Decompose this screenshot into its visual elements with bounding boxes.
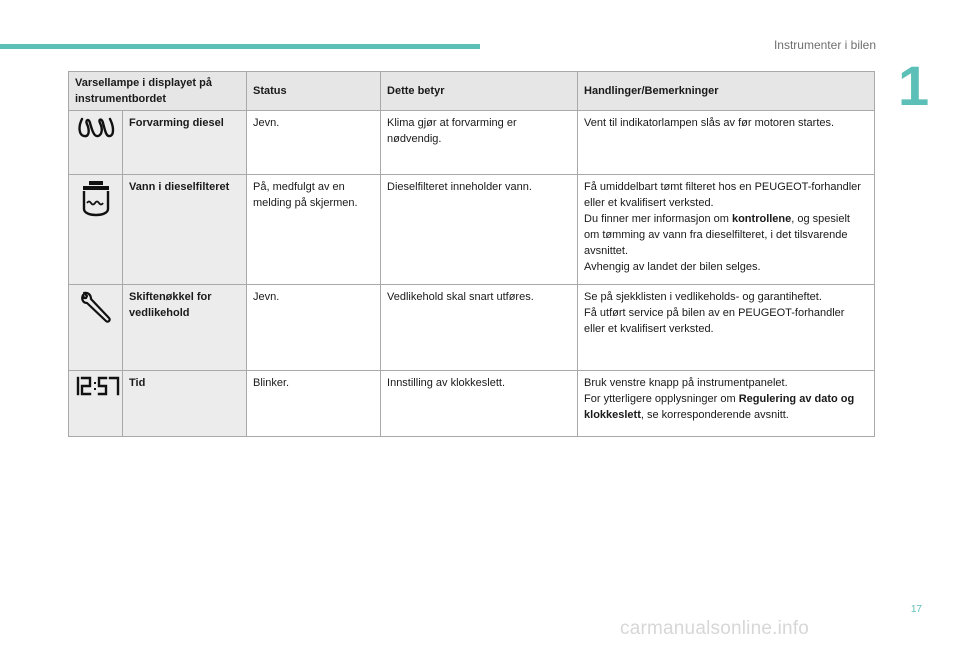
action-text: Du finner mer informasjon om xyxy=(584,213,732,225)
table-row xyxy=(69,285,875,371)
action-text: Se på sjekklisten i vedlikeholds- og garantiheftet. xyxy=(584,291,822,303)
chapter-number: 1 xyxy=(898,54,930,117)
table-row xyxy=(69,175,875,285)
action-text: Vent til indikatorlampen slås av før motoren startes. xyxy=(584,117,835,129)
lamp-meaning: Dieselfilteret inneholder vann. xyxy=(381,175,578,285)
lamp-action xyxy=(578,285,875,371)
lamp-meaning: Vedlikehold skal snart utføres. xyxy=(381,285,578,371)
lamp-meaning: Klima gjør at forvarming er nødvendig. xyxy=(381,111,578,175)
table-row xyxy=(69,371,875,437)
column-header-lamp: Varsellampe i displayet på instrumentbordet xyxy=(69,72,247,111)
action-text: , og spesielt om tømming av vann fra dieselfilteret, i det tilsvarende avsnittet. xyxy=(584,213,850,257)
lamp-action xyxy=(578,111,875,175)
page-number: 17 xyxy=(910,604,922,615)
lamp-action xyxy=(578,371,875,437)
lamp-name: Tid xyxy=(123,371,247,437)
table-row xyxy=(69,111,875,175)
lamp-meaning: Innstilling av klokkeslett. xyxy=(381,371,578,437)
lamp-name: Forvarming diesel xyxy=(123,111,247,175)
glow-plug-icon xyxy=(76,115,116,141)
action-text: Få umiddelbart tømt filteret hos en PEUGEOT-forhandler eller et kvalifisert verksted. xyxy=(584,181,861,209)
lamp-icon-cell xyxy=(69,111,123,175)
lamp-name: Skiftenøkkel for vedlikehold xyxy=(123,285,247,371)
table-header-row xyxy=(69,72,875,111)
section-title: Instrumenter i bilen xyxy=(773,38,876,52)
action-emphasis-text: Regulering av dato og klokkeslett xyxy=(584,393,855,421)
column-header-status: Status xyxy=(247,72,381,111)
water-in-diesel-filter-icon xyxy=(78,179,114,219)
action-text: Få utført service på bilen av en PEUGEOT-forhandler eller et kvalifisert verksted. xyxy=(584,307,845,335)
lamp-action xyxy=(578,175,875,285)
watermark: carmanualsonline.info xyxy=(620,618,810,639)
lamp-status: Jevn. xyxy=(247,285,381,371)
lamp-status: Jevn. xyxy=(247,111,381,175)
lamp-icon-cell xyxy=(69,285,123,371)
header-accent-bar xyxy=(0,44,480,49)
lamp-name: Vann i dieselfilteret xyxy=(123,175,247,285)
action-text: Avhengig av landet der bilen selges. xyxy=(584,261,761,273)
lamp-status: Blinker. xyxy=(247,371,381,437)
lamp-status: På, medfulgt av en melding på skjermen. xyxy=(247,175,381,285)
warning-lamp-table xyxy=(68,71,875,437)
wrench-icon xyxy=(78,289,114,325)
action-text: , se korresponderende avsnitt. xyxy=(640,409,789,421)
action-emphasis-text: kontrollene xyxy=(731,213,792,225)
clock-display-icon xyxy=(75,375,121,397)
lamp-icon-cell xyxy=(69,175,123,285)
action-text: For ytterligere opplysninger om xyxy=(584,393,739,405)
column-header-actions: Handlinger/Bemerkninger xyxy=(578,72,875,111)
action-text: Bruk venstre knapp på instrumentpanelet. xyxy=(584,377,788,389)
lamp-icon-cell xyxy=(69,371,123,437)
column-header-meaning: Dette betyr xyxy=(381,72,578,111)
